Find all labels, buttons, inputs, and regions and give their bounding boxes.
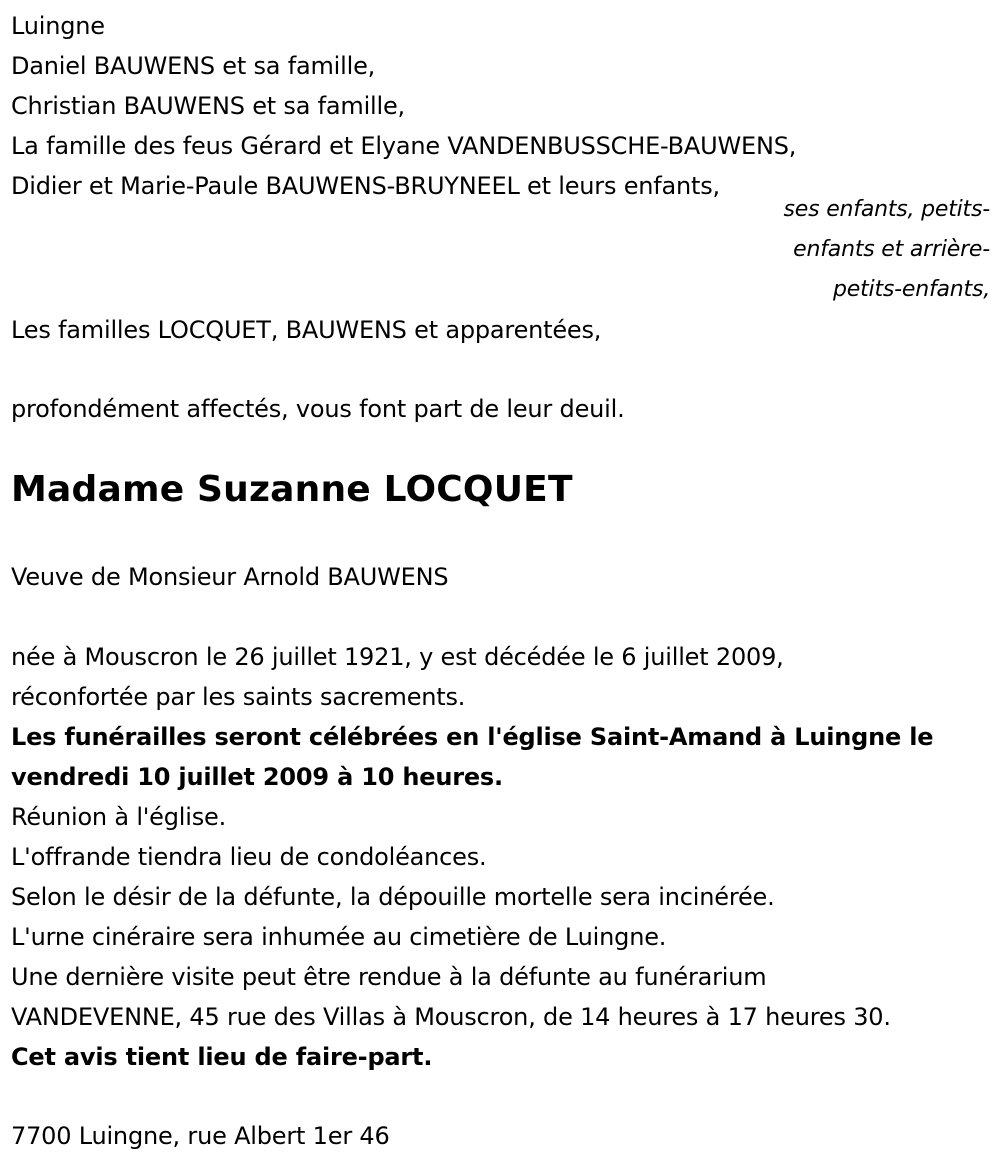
visit-line-1: Une dernière visite peut être rendue à la défunte au funérarium — [11, 963, 767, 991]
family-line-didier: Didier et Marie-Paule BAUWENS-BRUYNEEL et leurs enfants, — [11, 172, 720, 200]
descendants-line-1: ses enfants, petits- — [783, 197, 990, 222]
funeral-line-1: Les funérailles seront célébrées en l'église Saint-Amand à Luingne le — [11, 723, 934, 751]
address-line: 7700 Luingne, rue Albert 1er 46 — [11, 1122, 390, 1150]
family-line-daniel: Daniel BAUWENS et sa famille, — [11, 52, 376, 80]
offering-line: L'offrande tiendra lieu de condoléances. — [11, 843, 487, 871]
cremation-line: Selon le désir de la défunte, la dépouille mortelle sera incinérée. — [11, 883, 775, 911]
family-line-christian: Christian BAUWENS et sa famille, — [11, 92, 405, 120]
birth-death-line: née à Mouscron le 26 juillet 1921, y est décédée le 6 juillet 2009, — [11, 643, 784, 671]
families-line: Les familles LOCQUET, BAUWENS et apparentées, — [11, 316, 602, 344]
visit-line-2: VANDEVENNE, 45 rue des Villas à Mouscron, de 14 heures à 17 heures 30. — [11, 1003, 891, 1031]
widow-line: Veuve de Monsieur Arnold BAUWENS — [11, 563, 449, 591]
announcement-line: profondément affectés, vous font part de leur deuil. — [11, 395, 625, 423]
family-line-vandenbussche: La famille des feus Gérard et Elyane VANDENBUSSCHE-BAUWENS, — [11, 132, 797, 160]
funeral-line-2: vendredi 10 juillet 2009 à 10 heures. — [11, 763, 503, 791]
meeting-line: Réunion à l'église. — [11, 803, 227, 831]
descendants-line-2: enfants et arrière- — [793, 237, 990, 262]
descendants-line-3: petits-enfants, — [833, 277, 990, 302]
notice-note-line: Cet avis tient lieu de faire-part. — [11, 1043, 433, 1071]
locality-line: Luingne — [11, 12, 105, 40]
deceased-name: Madame Suzanne LOCQUET — [11, 469, 573, 510]
sacraments-line: réconfortée par les saints sacrements. — [11, 683, 466, 711]
urn-line: L'urne cinéraire sera inhumée au cimetière de Luingne. — [11, 923, 667, 951]
